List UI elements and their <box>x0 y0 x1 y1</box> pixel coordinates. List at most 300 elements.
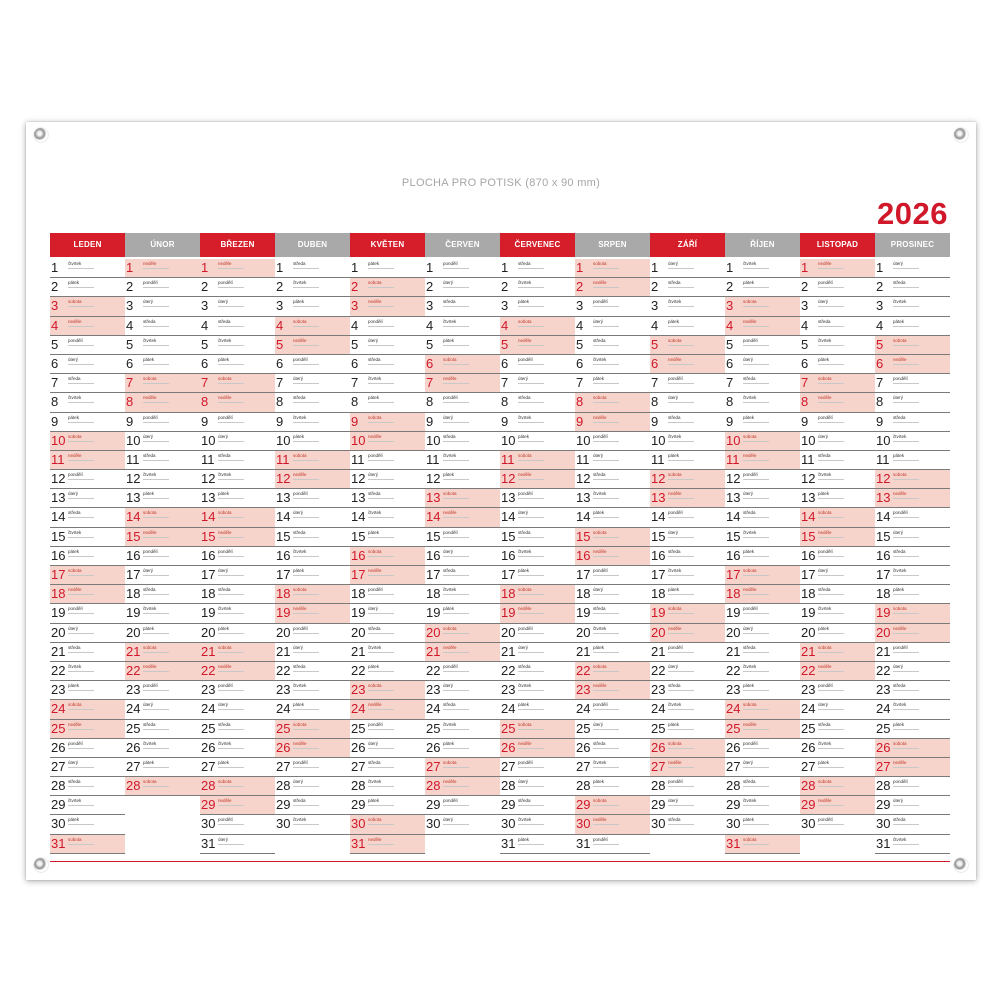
weekday-label: úterý <box>218 702 229 708</box>
weekday-label: pondělí <box>143 548 158 554</box>
weekday-label: sobota <box>893 472 907 478</box>
nameday-line <box>593 748 619 749</box>
day-number: 2 <box>276 279 284 295</box>
day-cell <box>800 662 875 681</box>
day-number: 16 <box>651 547 666 563</box>
weekday-label: úterý <box>893 395 904 401</box>
nameday-line <box>368 633 394 634</box>
nameday-line <box>443 671 469 672</box>
nameday-line <box>68 556 94 557</box>
nameday-line <box>443 326 469 327</box>
day-number: 21 <box>876 643 891 659</box>
weekday-label: sobota <box>443 491 457 497</box>
day-number: 4 <box>651 317 659 333</box>
weekday-label: pátek <box>818 759 830 765</box>
nameday-line <box>818 671 844 672</box>
nameday-line <box>68 633 94 634</box>
nameday-line <box>293 345 319 346</box>
day-number: 22 <box>51 662 66 678</box>
nameday-line <box>443 652 469 653</box>
grommet-top-left-icon <box>34 128 48 142</box>
nameday-line <box>818 748 844 749</box>
day-number: 9 <box>501 413 509 429</box>
day-cell <box>725 508 800 527</box>
day-cell <box>350 355 425 374</box>
day-number: 12 <box>651 471 666 487</box>
nameday-line <box>743 556 769 557</box>
weekday-label: úterý <box>143 299 154 305</box>
day-number: 23 <box>201 682 216 698</box>
day-cell <box>800 566 875 585</box>
day-number: 21 <box>501 643 516 659</box>
nameday-line <box>68 824 94 825</box>
day-number: 10 <box>501 432 516 448</box>
day-number: 27 <box>51 758 66 774</box>
day-number: 5 <box>876 336 884 352</box>
day-cell <box>875 777 950 796</box>
weekday-label: úterý <box>743 491 754 497</box>
weekday-label: pondělí <box>518 491 533 497</box>
day-cell <box>725 585 800 604</box>
weekday-label: neděle <box>368 836 382 842</box>
day-cell <box>800 758 875 777</box>
day-number: 2 <box>51 279 59 295</box>
day-cell <box>575 432 650 451</box>
weekday-label: středa <box>893 683 906 689</box>
day-number: 22 <box>501 662 516 678</box>
day-number: 16 <box>876 547 891 563</box>
weekday-label: neděle <box>443 510 457 516</box>
day-number: 20 <box>276 624 291 640</box>
day-number: 13 <box>201 490 216 506</box>
nameday-line <box>218 268 244 269</box>
day-cell <box>425 432 500 451</box>
day-cell <box>650 604 725 623</box>
day-number: 14 <box>726 509 741 525</box>
day-number: 24 <box>51 701 66 717</box>
day-number: 10 <box>801 432 816 448</box>
nameday-line <box>668 729 694 730</box>
nameday-line <box>443 786 469 787</box>
nameday-line <box>143 748 169 749</box>
nameday-line <box>218 824 244 825</box>
day-cell <box>50 374 125 393</box>
nameday-line <box>743 479 769 480</box>
day-cell <box>200 355 275 374</box>
day-number: 12 <box>726 471 741 487</box>
day-cell <box>125 643 200 662</box>
day-cell <box>425 278 500 297</box>
day-number: 25 <box>651 720 666 736</box>
grommet-bottom-right-icon <box>954 858 968 872</box>
day-cell <box>650 336 725 355</box>
nameday-line <box>893 805 919 806</box>
day-cell <box>350 662 425 681</box>
nameday-line <box>218 729 244 730</box>
month-column <box>575 233 650 854</box>
nameday-line <box>68 613 94 614</box>
nameday-line <box>743 613 769 614</box>
day-number: 29 <box>51 797 66 813</box>
day-cell <box>125 528 200 547</box>
nameday-line <box>893 383 919 384</box>
day-number: 21 <box>351 643 366 659</box>
day-cell <box>425 604 500 623</box>
nameday-line <box>68 479 94 480</box>
day-cell <box>275 393 350 412</box>
weekday-label: čtvrtek <box>68 798 82 804</box>
weekday-label: středa <box>743 644 756 650</box>
day-number: 6 <box>651 355 659 371</box>
day-cell <box>350 758 425 777</box>
nameday-line <box>368 460 394 461</box>
day-cell <box>650 451 725 470</box>
weekday-label: středa <box>143 721 156 727</box>
day-cell <box>200 470 275 489</box>
nameday-line <box>668 345 694 346</box>
day-cell <box>500 835 575 854</box>
day-cell <box>125 777 200 796</box>
day-number: 23 <box>576 682 591 698</box>
weekday-label: pátek <box>143 759 155 765</box>
day-cell <box>575 796 650 815</box>
day-number: 26 <box>801 739 816 755</box>
day-cell <box>650 700 725 719</box>
weekday-label: úterý <box>218 433 229 439</box>
day-cell <box>875 374 950 393</box>
day-number: 30 <box>51 816 66 832</box>
day-cell <box>275 336 350 355</box>
day-number: 7 <box>126 375 134 391</box>
day-number: 10 <box>426 432 441 448</box>
day-cell <box>800 777 875 796</box>
nameday-line <box>518 844 544 845</box>
day-number: 20 <box>576 624 591 640</box>
weekday-label: pondělí <box>143 414 158 420</box>
day-number: 8 <box>126 394 134 410</box>
nameday-line <box>893 287 919 288</box>
nameday-line <box>818 268 844 269</box>
day-number: 19 <box>276 605 291 621</box>
day-number: 16 <box>276 547 291 563</box>
day-number: 6 <box>126 355 134 371</box>
grommet-top-right-icon <box>954 128 968 142</box>
weekday-label: středa <box>443 299 456 305</box>
weekday-label: pátek <box>743 683 755 689</box>
day-cell <box>350 681 425 700</box>
day-number: 16 <box>351 547 366 563</box>
nameday-line <box>743 364 769 365</box>
weekday-label: pondělí <box>143 683 158 689</box>
weekday-label: neděle <box>743 318 757 324</box>
day-number: 27 <box>426 758 441 774</box>
day-number: 5 <box>201 336 209 352</box>
month-days <box>500 259 575 854</box>
day-number: 29 <box>276 797 291 813</box>
nameday-line <box>68 402 94 403</box>
day-number: 6 <box>726 355 734 371</box>
day-cell <box>200 432 275 451</box>
day-cell <box>800 508 875 527</box>
day-number: 9 <box>576 413 584 429</box>
day-cell <box>125 432 200 451</box>
nameday-line <box>593 498 619 499</box>
weekday-label: neděle <box>818 663 832 669</box>
nameday-line <box>743 824 769 825</box>
weekday-label: sobota <box>293 721 307 727</box>
day-number: 3 <box>876 298 884 314</box>
month-header: PROSINEC <box>875 233 950 257</box>
weekday-label: pondělí <box>68 472 83 478</box>
weekday-label: neděle <box>743 452 757 458</box>
nameday-line <box>443 498 469 499</box>
day-number: 1 <box>651 260 659 275</box>
weekday-label: sobota <box>218 510 232 516</box>
weekday-label: středa <box>593 740 606 746</box>
month-days <box>575 259 650 854</box>
day-number: 20 <box>51 624 66 640</box>
day-cell <box>650 681 725 700</box>
day-cell <box>200 508 275 527</box>
day-number: 16 <box>426 547 441 563</box>
weekday-label: sobota <box>143 376 157 382</box>
day-number: 29 <box>501 797 516 813</box>
nameday-line <box>593 709 619 710</box>
day-cell <box>875 528 950 547</box>
weekday-label: čtvrtek <box>668 568 682 573</box>
day-number: 30 <box>801 816 816 832</box>
day-number: 27 <box>201 758 216 774</box>
day-cell <box>350 278 425 297</box>
day-number: 29 <box>651 797 666 813</box>
day-number: 10 <box>726 432 741 448</box>
day-cell <box>650 758 725 777</box>
day-cell <box>800 604 875 623</box>
weekday-label: čtvrtek <box>218 337 232 343</box>
nameday-line <box>593 575 619 576</box>
day-cell <box>500 451 575 470</box>
weekday-label: pátek <box>143 625 155 631</box>
day-number: 19 <box>726 605 741 621</box>
weekday-label: úterý <box>368 337 379 343</box>
day-number: 28 <box>576 778 591 794</box>
weekday-label: neděle <box>893 491 907 497</box>
nameday-line <box>293 287 319 288</box>
weekday-label: neděle <box>218 663 232 669</box>
day-cell <box>425 720 500 739</box>
day-cell <box>875 451 950 470</box>
nameday-line <box>893 844 919 845</box>
day-cell <box>800 393 875 412</box>
weekday-label: středa <box>743 510 756 516</box>
nameday-line <box>368 613 394 614</box>
day-number: 9 <box>51 413 59 429</box>
weekday-label: úterý <box>818 433 829 439</box>
day-number: 18 <box>801 586 816 602</box>
nameday-line <box>743 575 769 576</box>
nameday-line <box>368 575 394 576</box>
day-cell <box>350 432 425 451</box>
weekday-label: pátek <box>518 836 530 842</box>
weekday-label: pátek <box>218 356 230 362</box>
weekday-label: středa <box>893 414 906 420</box>
day-number: 20 <box>651 624 666 640</box>
nameday-line <box>818 613 844 614</box>
weekday-label: sobota <box>218 779 232 785</box>
weekday-label: čtvrtek <box>743 663 757 669</box>
weekday-label: čtvrtek <box>293 280 307 286</box>
nameday-line <box>293 786 319 787</box>
day-number: 8 <box>576 394 584 410</box>
nameday-line <box>668 786 694 787</box>
day-number: 11 <box>126 451 140 467</box>
nameday-line <box>443 556 469 557</box>
day-cell <box>575 739 650 758</box>
day-number: 2 <box>351 279 359 295</box>
month-header: ZÁŘÍ <box>650 233 725 257</box>
nameday-line <box>518 805 544 806</box>
weekday-label: sobota <box>368 817 382 823</box>
nameday-line <box>293 383 319 384</box>
weekday-label: pondělí <box>443 529 458 535</box>
day-cell <box>275 624 350 643</box>
weekday-label: čtvrtek <box>68 395 82 401</box>
day-number: 17 <box>126 567 141 582</box>
day-number: 15 <box>51 528 66 544</box>
day-number: 17 <box>801 567 816 582</box>
day-cell <box>800 489 875 508</box>
day-number: 30 <box>426 816 441 832</box>
day-number: 3 <box>426 298 434 314</box>
weekday-label: pondělí <box>368 452 383 458</box>
day-cell <box>125 566 200 585</box>
day-cell <box>575 700 650 719</box>
weekday-label: středa <box>443 433 456 439</box>
weekday-label: neděle <box>668 625 682 631</box>
weekday-label: sobota <box>743 836 757 842</box>
nameday-line <box>593 383 619 384</box>
nameday-line <box>818 287 844 288</box>
nameday-line <box>218 844 244 845</box>
day-number: 21 <box>51 643 66 659</box>
day-number: 19 <box>426 605 441 621</box>
day-cell <box>350 604 425 623</box>
weekday-label: neděle <box>143 529 157 535</box>
nameday-line <box>68 671 94 672</box>
day-cell <box>725 662 800 681</box>
day-cell <box>200 796 275 815</box>
day-number: 2 <box>726 279 734 295</box>
day-cell <box>50 355 125 374</box>
nameday-line <box>143 652 169 653</box>
day-cell <box>575 451 650 470</box>
day-cell <box>650 470 725 489</box>
nameday-line <box>68 364 94 365</box>
day-number: 18 <box>726 586 741 602</box>
day-number: 20 <box>501 624 516 640</box>
day-cell <box>125 720 200 739</box>
weekday-label: úterý <box>443 414 454 420</box>
nameday-line <box>668 709 694 710</box>
day-cell <box>125 297 200 316</box>
weekday-label: sobota <box>368 548 382 554</box>
day-number: 20 <box>426 624 441 640</box>
nameday-line <box>743 268 769 269</box>
weekday-label: sobota <box>518 721 532 727</box>
weekday-label: sobota <box>443 356 457 362</box>
day-number: 16 <box>801 547 816 563</box>
day-number: 17 <box>576 567 591 582</box>
nameday-line <box>443 441 469 442</box>
day-cell <box>50 815 125 834</box>
day-cell <box>800 317 875 336</box>
month-days <box>200 259 275 854</box>
day-cell <box>575 489 650 508</box>
nameday-line <box>518 498 544 499</box>
weekday-label: úterý <box>518 510 529 516</box>
day-cell <box>875 508 950 527</box>
day-cell <box>725 796 800 815</box>
day-number: 22 <box>801 662 816 678</box>
day-number: 9 <box>426 413 434 429</box>
weekday-label: středa <box>68 376 81 382</box>
weekday-label: pátek <box>668 587 680 593</box>
weekday-label: pondělí <box>293 625 308 631</box>
day-number: 23 <box>426 682 441 698</box>
day-cell <box>50 643 125 662</box>
day-cell <box>275 758 350 777</box>
day-cell <box>575 758 650 777</box>
weekday-label: pátek <box>218 759 230 765</box>
weekday-label: čtvrtek <box>218 606 232 612</box>
weekday-label: neděle <box>443 376 457 382</box>
day-number: 18 <box>876 586 891 602</box>
weekday-label: sobota <box>668 740 682 746</box>
day-number: 27 <box>876 758 891 774</box>
day-number: 13 <box>576 490 591 506</box>
day-number: 30 <box>651 816 666 832</box>
nameday-line <box>368 786 394 787</box>
day-cell <box>875 739 950 758</box>
weekday-label: neděle <box>593 280 607 286</box>
day-cell <box>500 413 575 432</box>
day-cell <box>200 489 275 508</box>
day-number: 13 <box>876 490 891 506</box>
weekday-label: úterý <box>143 568 154 573</box>
day-number: 13 <box>726 490 741 506</box>
nameday-line <box>893 460 919 461</box>
day-cell <box>425 508 500 527</box>
day-cell <box>575 470 650 489</box>
day-cell <box>575 681 650 700</box>
nameday-line <box>68 594 94 595</box>
day-number: 12 <box>126 471 141 487</box>
nameday-line <box>893 268 919 269</box>
day-number: 21 <box>726 643 741 659</box>
nameday-line <box>818 460 844 461</box>
weekday-label: čtvrtek <box>293 548 307 554</box>
nameday-line <box>218 767 244 768</box>
nameday-line <box>293 422 319 423</box>
day-cell <box>575 643 650 662</box>
weekday-label: sobota <box>368 683 382 689</box>
day-cell <box>500 566 575 585</box>
weekday-label: čtvrtek <box>518 280 532 286</box>
day-cell <box>650 624 725 643</box>
day-cell <box>125 508 200 527</box>
day-number: 19 <box>351 605 366 621</box>
weekday-label: neděle <box>368 702 382 708</box>
